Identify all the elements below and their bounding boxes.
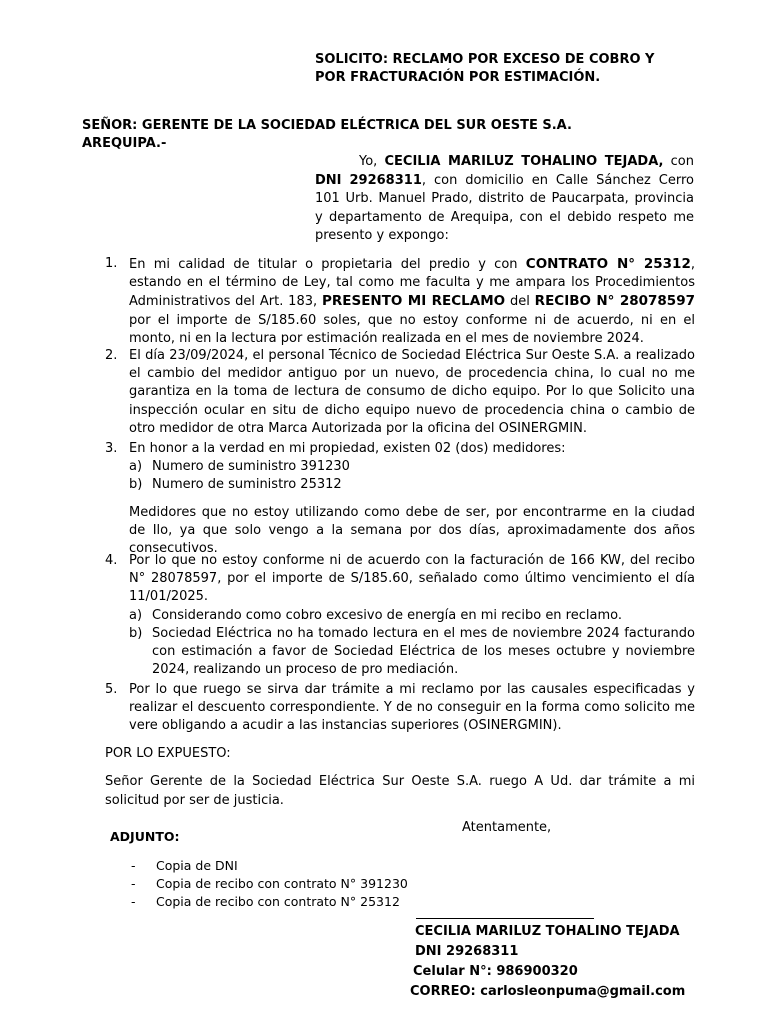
por-lo-expuesto: POR LO EXPUESTO: <box>105 746 231 761</box>
intro-con: con <box>670 154 694 169</box>
sub-item-text: Considerando como cobro excesivo de energía en mi recibo en reclamo. <box>152 607 622 623</box>
addressee <box>82 117 572 153</box>
bullet-dash: - <box>131 876 136 891</box>
addressee-line-1: SEÑOR: GERENTE DE LA SOCIEDAD ELÉCTRICA DEL SUR OESTE S.A. <box>82 118 572 133</box>
item-text: Por lo que ruego se sirva dar trámite a mi reclamo por las causales especificadas y realizar el descuento correspondiente. Y de no conseguir en la forma como solicito me vere obligando a acudir a las instancias superiores (OSINERGMIN). <box>129 682 695 734</box>
attachment-item <box>131 875 408 893</box>
contract-number: CONTRATO N° 25312 <box>525 256 691 272</box>
signer-email: CORREO: carlosleonpuma@gmail.com <box>410 984 686 999</box>
item-1-text-a: En mi calidad de titular o propietaria del predio y con <box>129 257 526 272</box>
intro-paragraph <box>315 153 694 246</box>
list-item-3 <box>105 440 695 495</box>
intro-yo: Yo, <box>359 154 378 169</box>
atentamente: Atentamente, <box>462 820 552 835</box>
signature-line <box>416 918 594 919</box>
subject-heading <box>315 51 654 87</box>
signer-name: CECILIA MARILUZ TOHALINO TEJADA <box>415 924 680 939</box>
closing-paragraph: Señor Gerente de la Sociedad Eléctrica Sur Oeste S.A. ruego A Ud. dar trámite a mi solicitud por ser de justicia. <box>105 774 695 808</box>
dni-value: 29268311 <box>349 172 422 188</box>
item-1-text-b: , estando en el término de Ley, tal como me faculta y me ampara los Procedimientos Administrativos del Art. 183, <box>129 257 695 310</box>
item-number: 4. <box>105 553 118 568</box>
item-text <box>129 440 695 495</box>
sub-item-letter: a) <box>129 459 143 475</box>
item-number: 2. <box>105 348 118 363</box>
list-item-4 <box>105 552 695 679</box>
sub-item-text: Sociedad Eléctrica no ha tomado lectura en el mes de noviembre 2024 facturando con estimación a favor de Sociedad Eléctrica de los meses octubre y noviembre 2024, realizando un proceso de pro mediación. <box>152 625 695 678</box>
bullet-dash: - <box>131 894 136 909</box>
attachment-text: Copia de recibo con contrato N° 391230 <box>156 876 408 891</box>
sub-item-letter: a) <box>129 607 143 623</box>
sub-item-a <box>129 607 695 625</box>
item-4-text: Por lo que no estoy conforme ni de acuerdo con la facturación de 166 KW, del recibo N° 28078597, por el importe de S/185.60, señalado como último vencimiento el día 11/01/2025. <box>129 553 695 605</box>
meters-note: Medidores que no estoy utilizando como debe de ser, por encontrarme en la ciudad de Ilo, ya que solo vengo a la semana por dos días, aproximadamente dos años consecutivos. <box>129 505 695 557</box>
attachment-text: Copia de recibo con contrato N° 25312 <box>156 894 400 909</box>
receipt-number: RECIBO N° 28078597 <box>534 293 695 310</box>
sub-item-letter: b) <box>129 477 143 493</box>
attachment-item <box>131 857 408 875</box>
signer-phone: Celular N°: 986900320 <box>413 964 578 979</box>
item-1-text-c: del <box>505 294 535 310</box>
addressee-line-2: AREQUIPA.- <box>82 136 167 151</box>
claim-statement: PRESENTO MI RECLAMO <box>321 293 506 310</box>
bullet-dash: - <box>131 858 136 873</box>
dni-label: DNI <box>315 172 342 188</box>
item-text <box>129 552 695 679</box>
intro-rest: , con domicilio en Calle Sánchez Cerro 101 Urb. Manuel Prado, distrito de Paucarpata, provincia y departamento de Arequipa, con el debido respeto me presento y expongo: <box>315 172 694 243</box>
sub-item-text: Numero de suministro 391230 <box>152 459 350 475</box>
item-number: 1. <box>105 256 118 271</box>
subject-line-2: POR FRACTURACIÓN POR ESTIMACIÓN. <box>315 70 601 85</box>
attachment-item <box>131 893 408 911</box>
attachment-text: Copia de DNI <box>156 858 238 873</box>
item-3-text: En honor a la verdad en mi propiedad, existen 02 (dos) medidores: <box>129 441 566 456</box>
sub-item-text: Numero de suministro 25312 <box>152 477 342 493</box>
sub-item-letter: b) <box>129 625 143 641</box>
item-1-text-d: por el importe de S/185.60 soles, que no estoy conforme ni de acuerdo, ni en el monto, ni en la lectura por estimación realizada en el mes de noviembre 2024. <box>129 312 695 346</box>
list-item-5 <box>105 681 695 736</box>
adjunto-heading: ADJUNTO: <box>110 829 180 844</box>
item-number: 3. <box>105 441 118 456</box>
item-text: El día 23/09/2024, el personal Técnico de Sociedad Eléctrica Sur Oeste S.A. a realizado el cambio del medidor antiguo por un nuevo, de procedencia china, lo cual no me garantiza en la toma de lectura de consumo de dicho equipo. Por lo que Solicito una inspección ocular en situ de dicho equipo nuevo de procedencia china o cambio de otro medidor de otra Marca Autorizada por la oficina del OSINERGMIN. <box>129 348 695 436</box>
signature-block <box>412 922 685 1002</box>
sub-item-a <box>129 458 695 476</box>
subject-line-1: SOLICITO: RECLAMO POR EXCESO DE COBRO Y <box>315 52 655 67</box>
sub-item-b <box>129 625 695 680</box>
signer-dni: DNI 29268311 <box>415 944 519 959</box>
list-item-1 <box>105 255 695 348</box>
item-number: 5. <box>105 682 118 697</box>
item-text <box>129 255 695 348</box>
list-item-2 <box>105 347 695 438</box>
petitioner-name: CECILIA MARILUZ TOHALINO TEJADA, <box>384 154 664 169</box>
sub-item-b <box>129 476 695 494</box>
attachments-list <box>131 857 408 911</box>
